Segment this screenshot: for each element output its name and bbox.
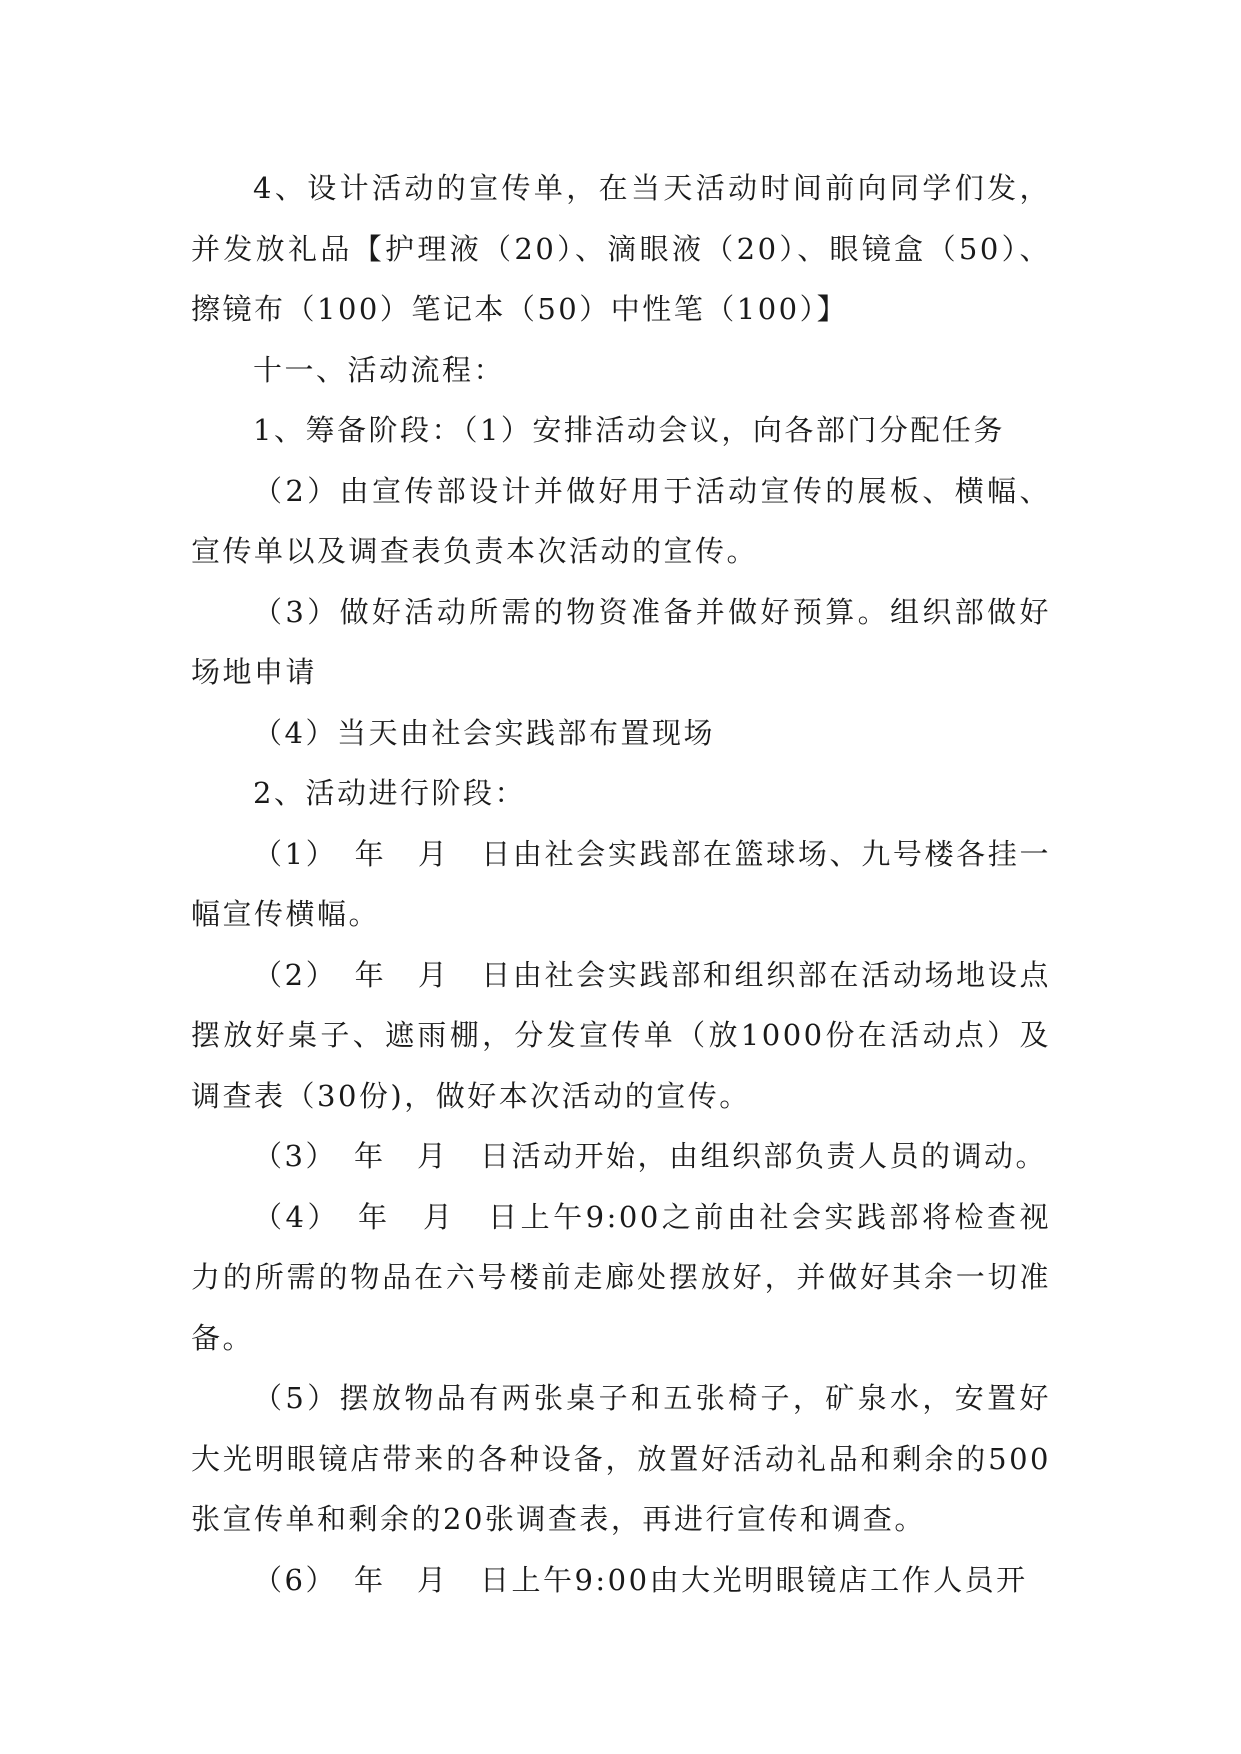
paragraph-banner-hanging: （1） 年 月 日由社会实践部在篮球场、九号楼各挂一幅宣传横幅。 xyxy=(191,836,1051,931)
paragraph-preparation-stage: 1、筹备阶段：（1）安排活动会议，向各部门分配任务 xyxy=(253,413,1005,447)
paragraph-booth-setup: （2） 年 月 日由社会实践部和组织部在活动场地设点摆放好桌子、遮雨棚，分发宣传单（放1000份在活动点）及调查表（30份)，做好本次活动的宣传。 xyxy=(191,957,1051,1113)
paragraph-venue-setup: （4）当天由社会实践部布置现场 xyxy=(253,715,715,750)
section-heading-activity-process: 十一、活动流程： xyxy=(253,352,506,387)
paragraph-publicity-materials: （2）由宣传部设计并做好用于活动宣传的展板、横幅、宣传单以及调查表负责本次活动的宣传。 xyxy=(191,473,1051,568)
paragraph-supplies-budget: （3）做好活动所需的物资准备并做好预算。组织部做好场地申请 xyxy=(191,594,1051,689)
paragraph-item-placement: （5）摆放物品有两张桌子和五张椅子，矿泉水，安置好大光明眼镜店带来的各种设备，放置好活动礼品和剩余的500张宣传单和剩余的20张调查表，再进行宣传和调查。 xyxy=(191,1381,1051,1536)
paragraph-activity-start: （3） 年 月 日活动开始，由组织部负责人员的调动。 xyxy=(253,1139,1047,1173)
paragraph-flyer-design: 4、设计活动的宣传单，在当天活动时间前向同学们发，并发放礼品【护理液（20）、滴眼液（20）、眼镜盒（50）、擦镜布（100）笔记本（50）中性笔（100）】 xyxy=(191,171,1051,326)
paragraph-vision-check-prep: （4） 年 月 日上午9:00之前由社会实践部将检查视力的所需的物品在六号楼前走廊处摆放好，并做好其余一切准备。 xyxy=(191,1199,1051,1355)
paragraph-execution-stage: 2、活动进行阶段： xyxy=(253,776,526,810)
paragraph-optician-start: （6） 年 月 日上午9:00由大光明眼镜店工作人员开 xyxy=(253,1562,1028,1597)
document-page xyxy=(191,158,1051,1610)
